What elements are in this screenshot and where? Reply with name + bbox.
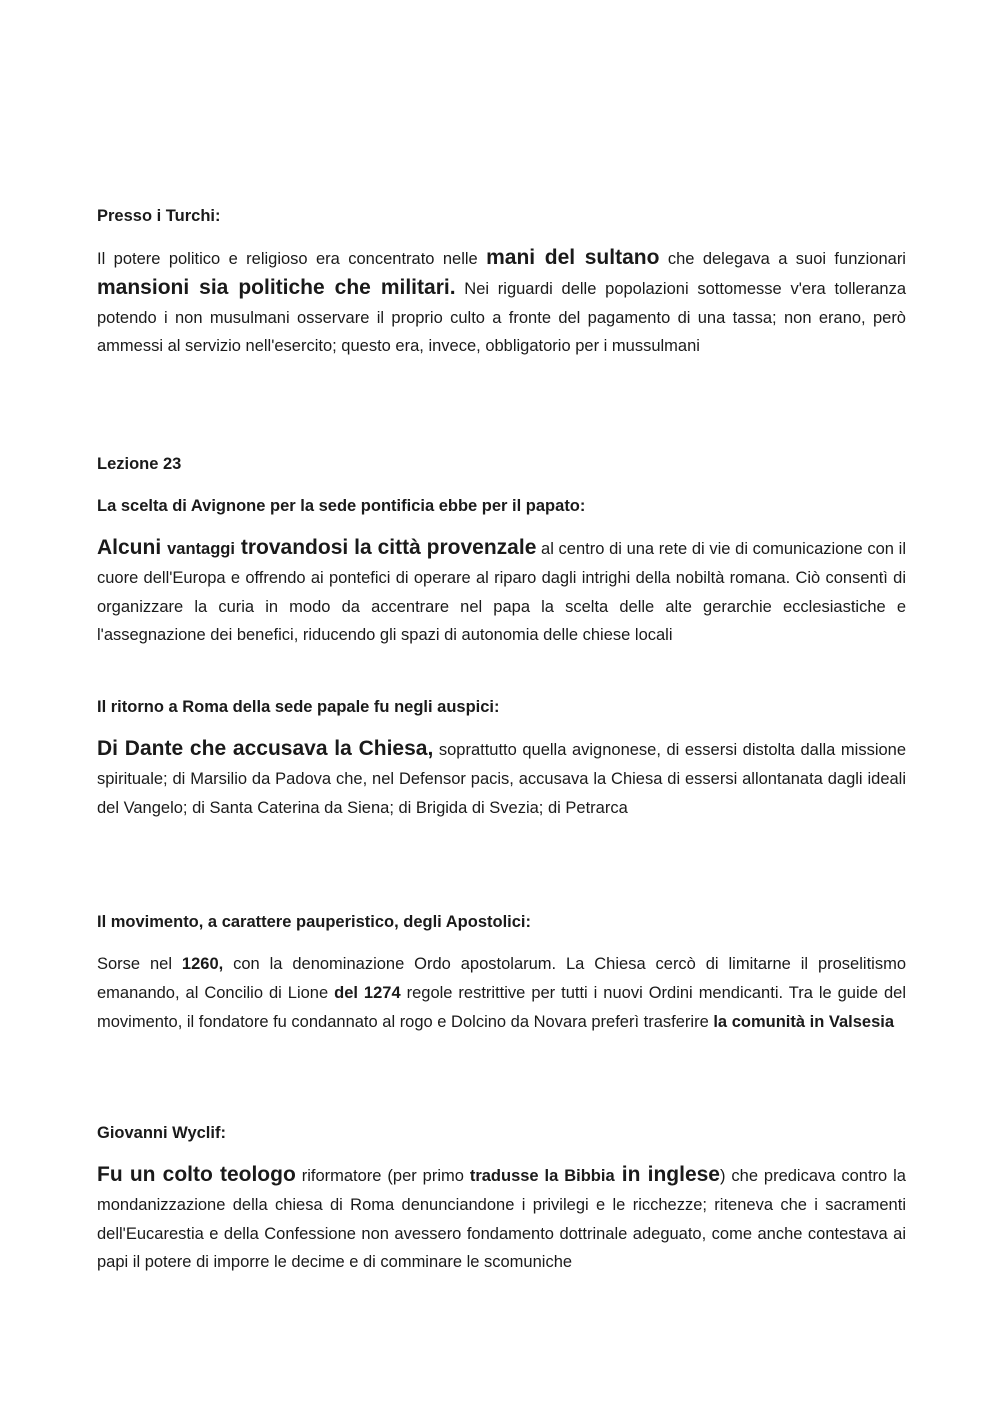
text-run: con la denominazione Ordo apostolarum. La Chiesa cercò di limitarne il proselitismo emanando, al Concilio di Lione [97, 955, 906, 1002]
text-run: Il potere politico e religioso era concentrato nelle [97, 250, 487, 268]
text-run-emphasis: Fu un colto teologo [97, 1163, 296, 1186]
text-run-emphasis: in inglese [614, 1163, 720, 1186]
text-run-emphasis: Di Dante che accusava la Chiesa, [97, 737, 434, 760]
text-run-bold: del 1274 [334, 983, 401, 1002]
section-heading-lezione: Lezione 23 [97, 455, 182, 473]
text-run: che delegava a suoi funzionari [659, 250, 906, 268]
section-heading-turchi: Presso i Turchi: [97, 207, 221, 225]
section-body-ritorno [97, 735, 906, 822]
section-body-apostolici [97, 950, 906, 1036]
text-run-bold: vantaggi [167, 540, 235, 558]
section-body-wyclif [97, 1161, 906, 1277]
text-run: riformatore (per primo [295, 1167, 470, 1185]
text-run-emphasis: trovandosi la città provenzale [234, 536, 537, 559]
section-heading-avignone: La scelta di Avignone per la sede pontificia ebbe per il papato: [97, 497, 586, 515]
text-run-emphasis: mani del sultano [486, 246, 660, 269]
text-run: al centro di una rete di vie di comunicazione con il cuore dell'Europa e offrendo ai pontefici di operare al riparo dagli intrighi della nobiltà romana. Ciò consentì di organizzare la curia in modo da accentrare nel papa la scelta delle alte gerarchie ecclesiastiche e l'assegnazione dei benefici, riducendo gli spazi di autonomia delle chiese locali [97, 540, 906, 645]
section-heading-apostolici: Il movimento, a carattere pauperistico, degli Apostolici: [97, 913, 531, 931]
text-run-bold: la comunità in Valsesia [713, 1012, 895, 1031]
section-heading-wyclif: Giovanni Wyclif: [97, 1124, 226, 1142]
text-run-emphasis: Alcuni [97, 536, 168, 559]
section-body-avignone [97, 534, 906, 650]
section-body-turchi [97, 244, 906, 361]
section-heading-ritorno: Il ritorno a Roma della sede papale fu negli auspici: [97, 698, 500, 716]
text-run-emphasis: mansioni sia politiche che militari. [97, 275, 456, 299]
text-run: regole restrittive per tutti i nuovi Ordini mendicanti. Tra le guide del movimento, il fondatore fu condannato al rogo e Dolcino da Novara preferì trasferire [97, 983, 906, 1031]
text-run: soprattutto quella avignonese, di essersi distolta dalla missione spirituale; di Marsilio da Padova che, nel Defensor pacis, accusava la Chiesa di essersi allontanata dagli ideali del Vangelo; di Santa Caterina da Siena; di Brigida di Svezia; di Petrarca [97, 741, 907, 817]
text-run-bold: 1260, [181, 955, 224, 973]
text-run: ) che predicava contro la mondanizzazione della chiesa di Roma denunciandone i privilegi e le ricchezze; riteneva che i sacramenti dell'Eucarestia e della Confessione non avessero fondamento dottrinale adeguato, come anche contestava ai papi il potere di imporre le decime e di comminare le scomuniche [97, 1167, 906, 1272]
text-run: Sorse nel [97, 955, 182, 973]
text-run-bold: tradusse la Bibbia [469, 1167, 615, 1185]
text-run: Nei riguardi delle popolazioni sottomesse v'era tolleranza potendo i non musulmani osservare il proprio culto a fronte del pagamento di una tassa; non erano, però ammessi al servizio nell'esercito; questo era, invece, obbligatorio per i mussulmani [97, 279, 906, 356]
